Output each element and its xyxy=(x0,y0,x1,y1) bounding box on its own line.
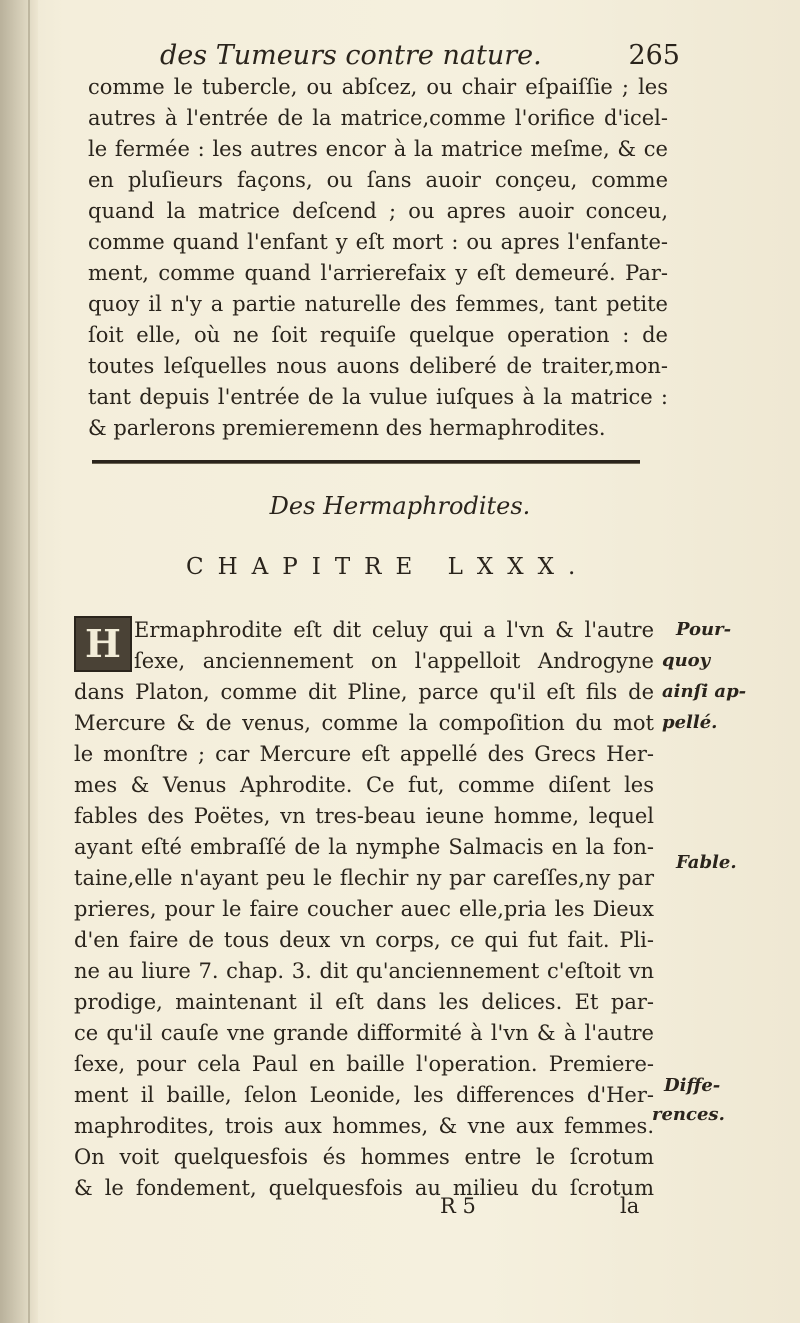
section-title: Des Hermaphrodites. xyxy=(269,492,531,520)
text-line: autres à l'entrée de la matrice,comme l'orifice d'icel- xyxy=(88,106,668,130)
chapter-heading: CHAPITRE LXXX. xyxy=(186,554,590,580)
page-gutter xyxy=(0,0,38,1323)
text-line: ayant eſté embraſſé de la nymphe Salmacis en la fon- xyxy=(74,835,654,859)
text-line: en pluſieurs façons, ou ſans auoir conçeu, comme xyxy=(88,168,668,192)
text-line: ment il baille, ſelon Leonide, les differences d'Her- xyxy=(74,1083,654,1107)
margin-note: rences. xyxy=(652,1104,725,1125)
margin-note: Fable. xyxy=(676,852,737,873)
text-line: dans Platon, comme dit Pline, parce qu'il eſt fils de xyxy=(74,680,654,704)
text-line: Ermaphrodite eſt dit celuy qui a l'vn & l'autre xyxy=(134,618,654,642)
signature-mark: R 5 xyxy=(440,1194,476,1218)
text-line: ſexe, pour cela Paul en baille l'operation. Premiere- xyxy=(74,1052,654,1076)
margin-note: pellé. xyxy=(662,712,718,733)
drop-cap: H xyxy=(74,616,132,672)
text-line: fables des Poëtes, vn tres-beau ieune homme, lequel xyxy=(74,804,654,828)
text-line: ce qu'il cauſe vne grande difformité à l'vn & à l'autre xyxy=(74,1021,654,1045)
margin-note: ainſi ap- xyxy=(662,681,747,702)
text-line: mes & Venus Aphrodite. Ce fut, comme diſent les xyxy=(74,773,654,797)
text-line: prieres, pour le faire coucher auec elle,pria les Dieux xyxy=(74,897,654,921)
page-number: 265 xyxy=(628,40,680,71)
text-line: le fermée : les autres encor à la matrice meſme, & ce xyxy=(88,137,668,161)
catchword: la xyxy=(620,1194,640,1218)
section-rule xyxy=(92,460,640,464)
margin-note: Pour- xyxy=(676,619,732,640)
text-line: prodige, maintenant il eſt dans les delices. Et par- xyxy=(74,990,654,1014)
running-head-title: des Tumeurs contre nature. xyxy=(160,40,542,71)
text-line: toutes leſquelles nous auons deliberé de traiter,mon- xyxy=(88,354,668,378)
text-line: ment, comme quand l'arrierefaix y eſt demeuré. Par- xyxy=(88,261,668,285)
text-line: maphrodites, trois aux hommes, & vne aux femmes. xyxy=(74,1114,654,1138)
text-line: On voit quelquesfois és hommes entre le ſcrotum xyxy=(74,1145,654,1169)
margin-note: Diffe- xyxy=(664,1075,721,1096)
text-line: d'en faire de tous deux vn corps, ce qui fut fait. Pli- xyxy=(74,928,654,952)
text-line: & le fondement, quelquesfois au milieu du ſcrotum xyxy=(74,1176,654,1200)
text-line: ſoit elle, où ne ſoit requiſe quelque operation : de xyxy=(88,323,668,347)
text-line: le monſtre ; car Mercure eſt appellé des Grecs Her- xyxy=(74,742,654,766)
text-line: quoy il n'y a partie naturelle des femmes, tant petite xyxy=(88,292,668,316)
text-line: ne au liure 7. chap. 3. dit qu'anciennement c'eſtoit vn xyxy=(74,959,654,983)
text-line: Mercure & de venus, comme la compoſition du mot xyxy=(74,711,654,735)
gutter-shadow xyxy=(28,0,30,1323)
text-line: comme quand l'enfant y eſt mort : ou apres l'enfante- xyxy=(88,230,668,254)
text-line: ſexe, anciennement on l'appelloit Androgyne xyxy=(134,649,654,673)
text-line: quand la matrice deſcend ; ou apres auoir conceu, xyxy=(88,199,668,223)
text-line: comme le tubercle, ou abſcez, ou chair eſpaiſſie ; les xyxy=(88,75,668,99)
text-line: tant depuis l'entrée de la vulue iuſques à la matrice : xyxy=(88,385,668,409)
text-line: taine,elle n'ayant peu le flechir ny par careſſes,ny par xyxy=(74,866,654,890)
text-line: & parlerons premieremenn des hermaphrodites. xyxy=(88,416,606,440)
margin-note: quoy xyxy=(662,650,711,671)
